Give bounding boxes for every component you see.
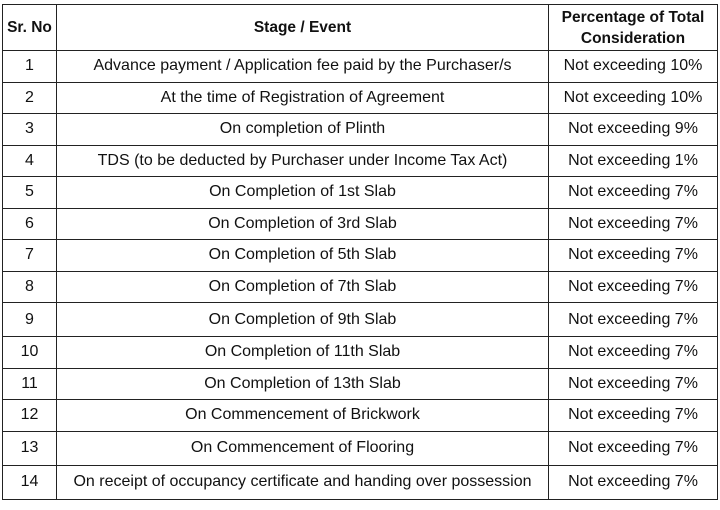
row-percentage: Not exceeding 7% xyxy=(549,368,718,400)
row-stage: Advance payment / Application fee paid by the Purchaser/s xyxy=(57,51,549,83)
row-stage: On completion of Plinth xyxy=(57,114,549,146)
table-row xyxy=(3,303,718,337)
row-sr-no: 8 xyxy=(3,271,57,303)
row-stage: On Completion of 11th Slab xyxy=(57,337,549,369)
table-row xyxy=(3,82,718,114)
table-row xyxy=(3,431,718,465)
row-sr-no: 12 xyxy=(3,400,57,432)
header-percentage-line2: Consideration xyxy=(580,29,686,47)
row-stage: On Completion of 13th Slab xyxy=(57,368,549,400)
row-sr-no: 4 xyxy=(3,145,57,177)
row-sr-no: 3 xyxy=(3,114,57,146)
row-sr-no: 10 xyxy=(3,337,57,369)
table-row xyxy=(3,208,718,240)
payment-schedule-table xyxy=(2,4,718,500)
row-sr-no: 9 xyxy=(3,303,57,337)
table-row xyxy=(3,145,718,177)
row-stage: On Completion of 1st Slab xyxy=(57,177,549,209)
table-row xyxy=(3,271,718,303)
row-stage: On Completion of 7th Slab xyxy=(57,271,549,303)
row-sr-no: 7 xyxy=(3,240,57,272)
header-sr-no: Sr. No xyxy=(3,5,57,51)
row-percentage: Not exceeding 7% xyxy=(549,177,718,209)
row-percentage: Not exceeding 7% xyxy=(549,240,718,272)
table-row xyxy=(3,114,718,146)
table-row xyxy=(3,177,718,209)
row-percentage: Not exceeding 7% xyxy=(549,337,718,369)
row-percentage: Not exceeding 7% xyxy=(549,431,718,465)
row-stage: TDS (to be deducted by Purchaser under Income Tax Act) xyxy=(57,145,549,177)
table-row xyxy=(3,400,718,432)
table-row xyxy=(3,368,718,400)
row-percentage: Not exceeding 10% xyxy=(549,51,718,83)
row-sr-no: 2 xyxy=(3,82,57,114)
row-stage: On receipt of occupancy certificate and handing over possession xyxy=(57,465,549,499)
table-row xyxy=(3,51,718,83)
row-percentage: Not exceeding 7% xyxy=(549,400,718,432)
row-sr-no: 5 xyxy=(3,177,57,209)
row-stage: At the time of Registration of Agreement xyxy=(57,82,549,114)
row-percentage: Not exceeding 7% xyxy=(549,271,718,303)
row-stage: On Completion of 3rd Slab xyxy=(57,208,549,240)
row-percentage: Not exceeding 9% xyxy=(549,114,718,146)
row-sr-no: 14 xyxy=(3,465,57,499)
row-stage: On Commencement of Brickwork xyxy=(57,400,549,432)
row-stage: On Completion of 5th Slab xyxy=(57,240,549,272)
row-percentage: Not exceeding 10% xyxy=(549,82,718,114)
row-sr-no: 11 xyxy=(3,368,57,400)
table-header-row xyxy=(3,5,718,51)
row-percentage: Not exceeding 1% xyxy=(549,145,718,177)
header-percentage xyxy=(549,5,718,51)
row-sr-no: 13 xyxy=(3,431,57,465)
row-sr-no: 6 xyxy=(3,208,57,240)
table-row xyxy=(3,337,718,369)
header-percentage-line1: Percentage of Total xyxy=(561,8,705,26)
row-stage: On Commencement of Flooring xyxy=(57,431,549,465)
table-row xyxy=(3,240,718,272)
row-sr-no: 1 xyxy=(3,51,57,83)
row-percentage: Not exceeding 7% xyxy=(549,208,718,240)
row-percentage: Not exceeding 7% xyxy=(549,465,718,499)
header-stage-event: Stage / Event xyxy=(57,5,549,51)
table-row xyxy=(3,465,718,499)
row-stage: On Completion of 9th Slab xyxy=(57,303,549,337)
row-percentage: Not exceeding 7% xyxy=(549,303,718,337)
